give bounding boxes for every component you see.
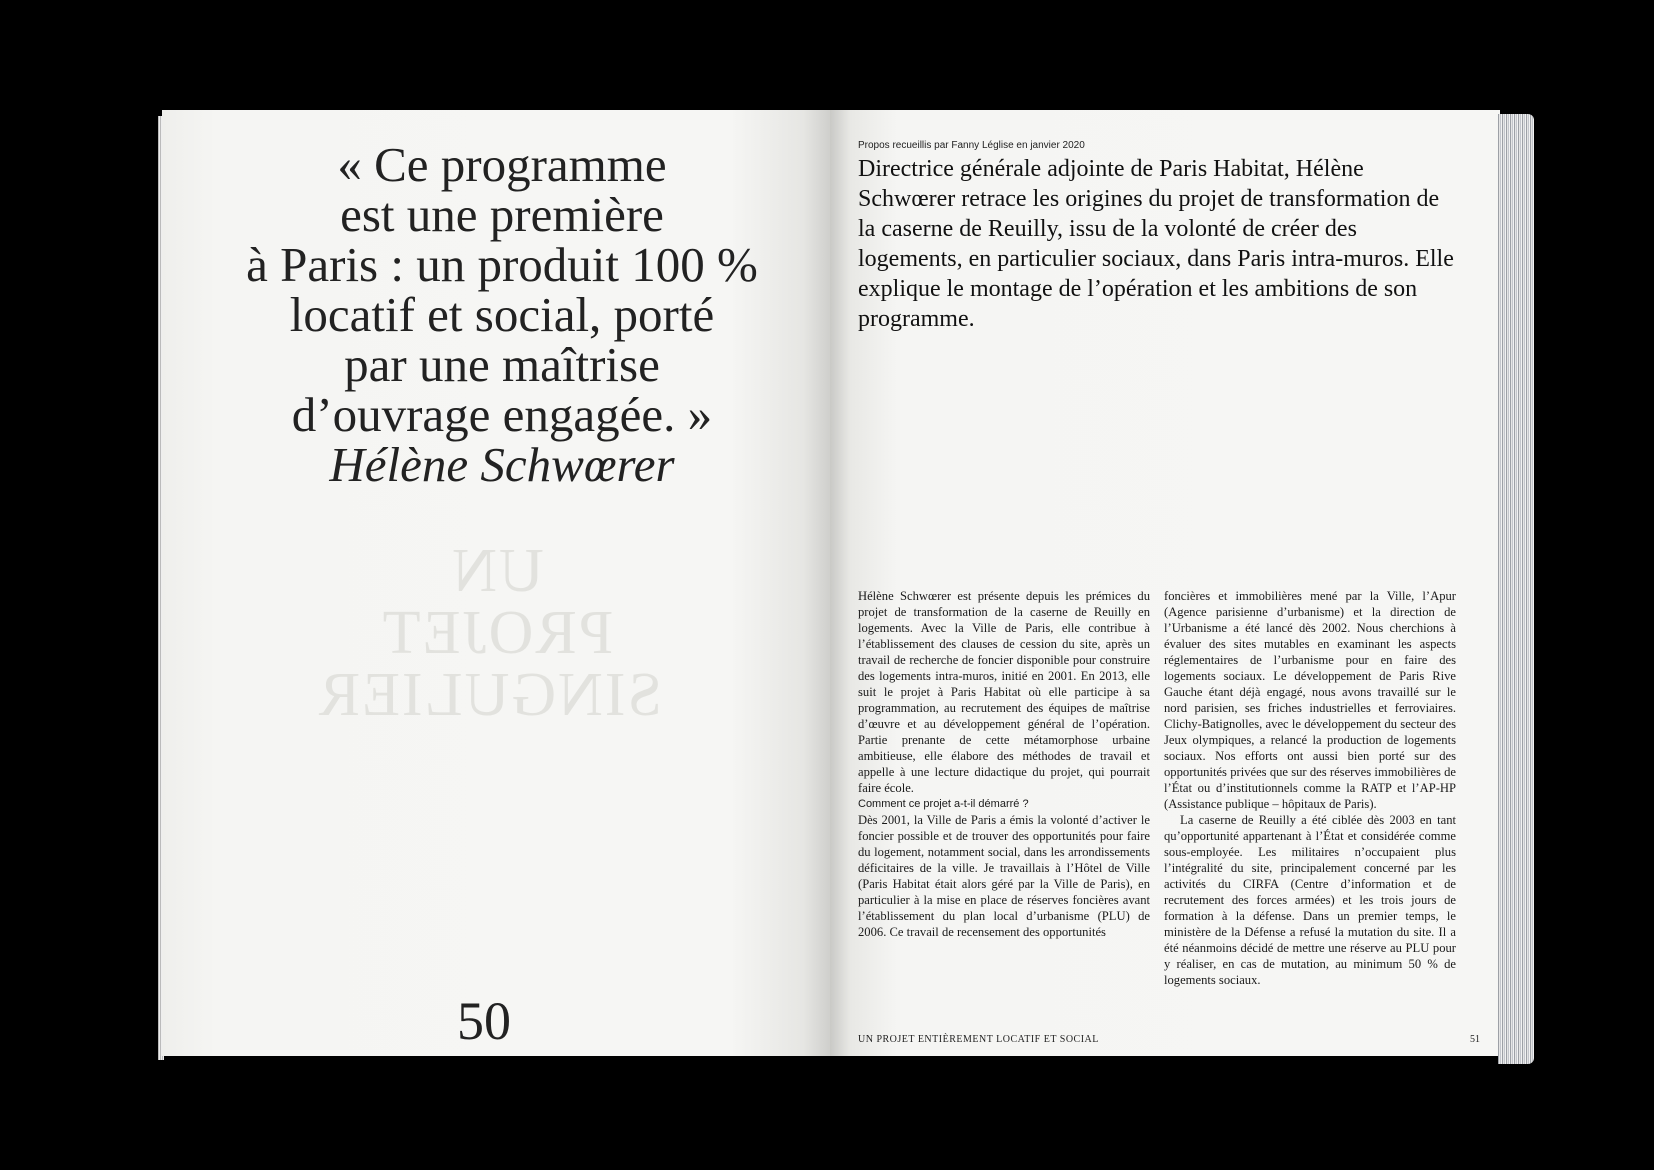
quote-line: est une première	[340, 187, 664, 242]
text-column-1	[858, 588, 1150, 940]
bio-paragraph: Hélène Schwœrer est présente depuis les prémices du projet de transformation de la caserne de Reuilly en logements. Avec la Ville de Paris, elle contribue à l’établissement des clauses de cession du site, après un travail de recherche de foncier disponible pour construire des logements intra-muros, initié en 2001. En 2013, elle suit le projet à Paris Habitat où elle participe à sa programmation, au recrutement des équipes de maîtrise d’œuvre et au développement général de l’opération. Partie prenante de cette métamorphose urbaine ambitieuse, elle élabore des méthodes de travail et appelle à une lecture didactique du projet, qui pourrait faire école.	[858, 589, 1150, 795]
right-page	[830, 110, 1500, 1056]
answer-paragraph: foncières et immobilières mené par la Ville, l’Apur (Agence parisienne d’urbanisme) et la direction de l’Urbanisme a été lancé dès 2002. Nous cherchions à évaluer des sites mutables en examinant les aspects réglementaires de l’urbanisme pour en faire des logements sociaux. Le développement de Paris Rive Gauche étant déjà engagé, nous avons travaillé sur le nord parisien, ses friches industrielles et ferroviaires. Clichy-Batignolles, avec le développement du secteur des Jeux olympiques, a relancé la production de logements sociaux. Nos efforts ont aussi bien porté sur des opportunités privées que sur des réserves immobilières de l’État ou d’institutionnels comme la RATP et l’AP-HP (Assistance publique – hôpitaux de Paris).	[1164, 589, 1456, 811]
pull-quote	[182, 137, 822, 492]
show-through-text	[316, 537, 662, 729]
quote-line: d’ouvrage engagée. »	[291, 387, 713, 442]
quote-line: à Paris : un produit 100 %	[246, 237, 758, 292]
text-column-2	[1164, 588, 1456, 988]
interview-question: Comment ce projet a-t-il démarré ?	[858, 798, 1029, 810]
quote-line: par une maîtrise	[344, 337, 660, 392]
page-number-right: 51	[1470, 1034, 1480, 1045]
interview-credit: Propos recueillis par Fanny Léglise en janvier 2020	[858, 140, 1085, 151]
page-number-left: 50	[457, 991, 511, 1051]
left-page	[162, 110, 830, 1056]
show-through-line: UN PROJET	[380, 537, 614, 667]
open-book	[158, 110, 1528, 1060]
answer-paragraph: La caserne de Reuilly a été ciblée dès 2003 en tant qu’opportunité appartenant à l’État et considérée comme sous-employée. Les militaires n’occupaient plus l’intégralité du site, principalement concerné par les activités du CIRFA (Centre d’information et de recrutement des forces armées) et les trois jours de formation à la défense. Dans un premier temps, le ministère de la Défense a refusé la mutation du site. Il a été néanmoins décidé de mettre une réserve au PLU pour y réaliser, en cas de mutation, au minimum 50 % de logements sociaux.	[1164, 813, 1456, 987]
intro-paragraph: Directrice générale adjointe de Paris Habitat, Hélène Schwœrer retrace les origines du projet de transformation de la caserne de Reuilly, issu de la volonté de créer des logements, en particulier sociaux, dans Paris intra-muros. Elle explique le montage de l’opération et les ambitions de son programme.	[858, 156, 1454, 332]
page-edges-right	[1498, 114, 1534, 1064]
running-footer: UN PROJET ENTIÈREMENT LOCATIF ET SOCIAL	[858, 1034, 1099, 1045]
quote-line: locatif et social, porté	[289, 287, 715, 342]
show-through-line: SINGULIER	[316, 661, 662, 729]
quote-author: Hélène Schwœrer	[329, 437, 675, 492]
answer-paragraph: Dès 2001, la Ville de Paris a émis la volonté d’activer le foncier possible et de trouver des opportunités pour faire du logement, notamment social, dans les arrondissements déficitaires de la ville. Je travaillais à l’Hôtel de Ville (Paris Habitat était alors géré par la Ville de Paris), en particulier à la mise en place de réserves foncières avant l’établissement du plan local d’urbanisme (PLU) de 2006. Ce travail de recensement des opportunités	[858, 813, 1150, 939]
quote-line: « Ce programme	[337, 137, 667, 192]
